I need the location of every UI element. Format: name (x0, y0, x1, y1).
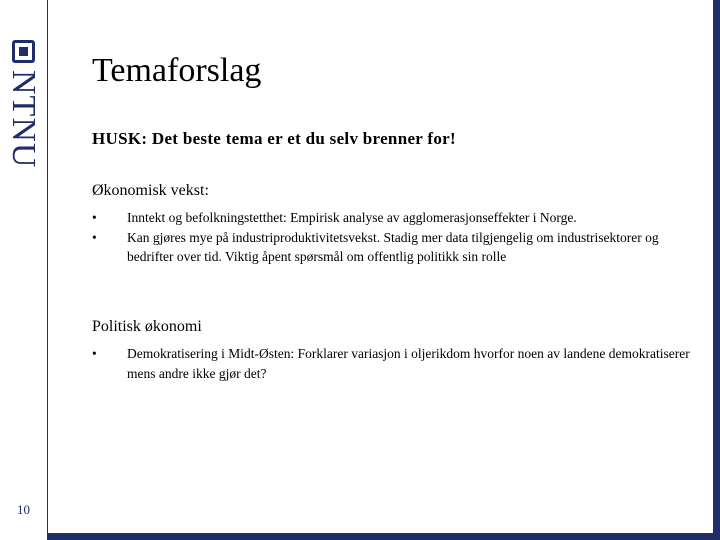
bullet-list-political-economy (92, 344, 692, 383)
right-border (713, 0, 720, 540)
ntnu-logo-icon (12, 40, 35, 63)
list-item: • Demokratisering i Midt-Østen: Forklarer variasjon i oljerikdom hvorfor noen av landene demokratiserer mens andre ikke gjør det? (92, 344, 692, 383)
list-item: • Inntekt og befolkningstetthet: Empirisk analyse av agglomerasjonseffekter i Norge. (92, 208, 692, 228)
reminder-text: HUSK: Det beste tema er et du selv brenner for! (92, 129, 456, 148)
bottom-border (47, 533, 720, 540)
page-number: 10 (17, 502, 30, 517)
slide-title: Temaforslag (92, 52, 262, 89)
section-heading-political-economy: Politisk økonomi (92, 318, 202, 335)
list-item: • Kan gjøres mye på industriproduktivitetsvekst. Stadig mer data tilgjengelig om industrisektorer og bedrifter over tid. Viktig åpent spørsmål om offentlig politikk sin rolle (92, 228, 692, 267)
sidebar (0, 0, 47, 540)
section-heading-economic-growth: Økonomisk vekst: (92, 182, 209, 199)
bullet-list-economic-growth (92, 208, 692, 267)
sidebar-divider (47, 0, 48, 540)
ntnu-logo-text: NTNU (5, 70, 42, 169)
